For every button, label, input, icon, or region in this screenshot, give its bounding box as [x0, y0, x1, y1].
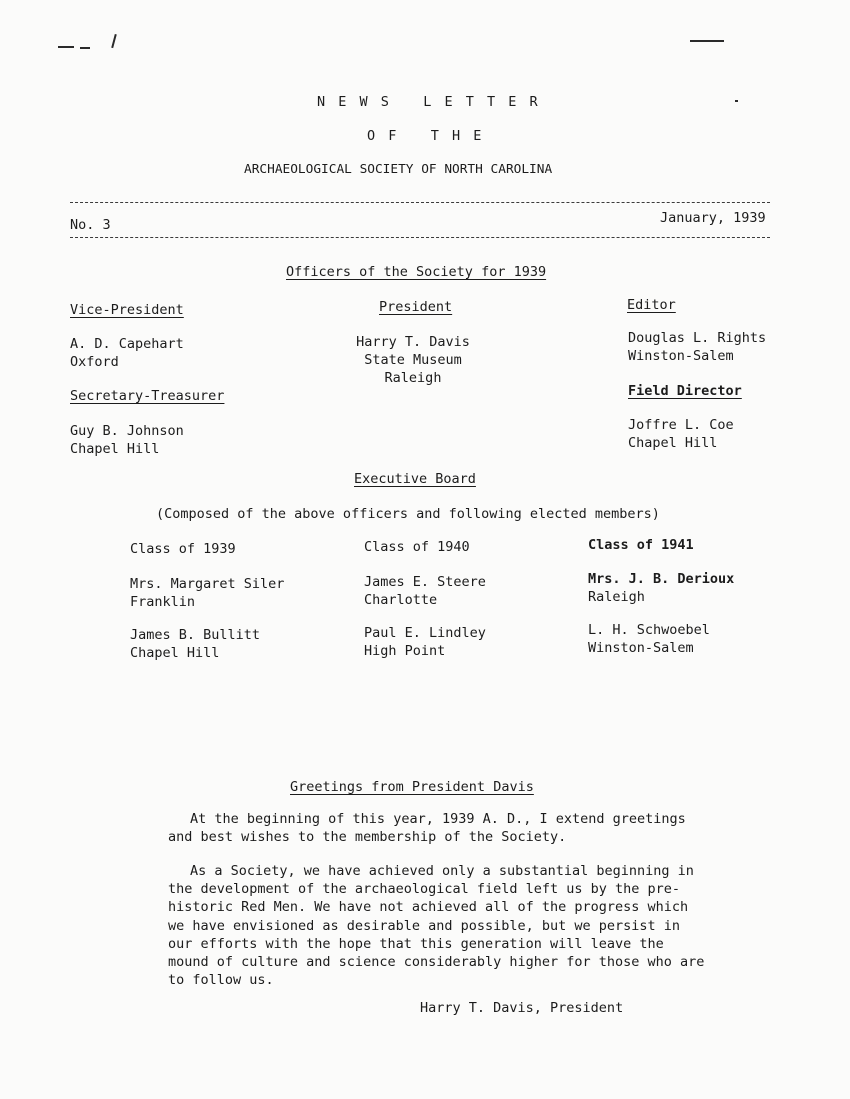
class-1940-member-2	[364, 624, 486, 660]
greetings-paragraph-1: At the beginning of this year, 1939 A. D., I extend greetings and best wishes to the membership of the Society.	[168, 811, 686, 846]
member-name: Paul E. Lindley	[364, 625, 486, 641]
member-place: Charlotte	[364, 592, 438, 608]
editor-title: Editor	[627, 297, 676, 313]
president-place: Raleigh	[384, 370, 442, 386]
vice-president-name: A. D. Capehart	[70, 336, 184, 352]
member-name: James B. Bullitt	[130, 627, 261, 643]
secretary-treasurer-title: Secretary-Treasurer	[70, 388, 225, 404]
member-place: Franklin	[130, 594, 196, 610]
class-1941-member-1	[588, 570, 734, 606]
class-1939-member-2	[130, 626, 260, 662]
signature: Harry T. Davis, President	[420, 1000, 624, 1016]
scan-mark	[735, 100, 738, 102]
class-1939-member-1	[130, 575, 284, 611]
member-place: Winston-Salem	[588, 640, 694, 656]
vice-president-title: Vice-President	[70, 302, 184, 318]
executive-board-heading: Executive Board	[354, 471, 476, 487]
divider-top	[70, 202, 770, 203]
secretary-treasurer-place: Chapel Hill	[70, 441, 160, 457]
secretary-treasurer-block	[70, 422, 184, 458]
scan-mark	[111, 34, 116, 48]
class-1939-label: Class of 1939	[130, 541, 236, 557]
president-title: President	[379, 299, 453, 315]
divider-bottom	[70, 237, 770, 238]
issue-date: January, 1939	[660, 210, 766, 226]
masthead-line-1: N E W S L E T T E R	[317, 94, 541, 110]
secretary-treasurer-name: Guy B. Johnson	[70, 423, 184, 439]
editor-place: Winston-Salem	[628, 348, 734, 364]
editor-block	[628, 329, 766, 365]
member-name: L. H. Schwoebel	[588, 622, 710, 638]
vice-president-place: Oxford	[70, 354, 119, 370]
masthead-title: ARCHAEOLOGICAL SOCIETY OF NORTH CAROLINA	[244, 162, 553, 177]
member-name: James E. Steere	[364, 574, 486, 590]
editor-name: Douglas L. Rights	[628, 330, 767, 346]
field-director-name: Joffre L. Coe	[628, 417, 734, 433]
member-place: Raleigh	[588, 589, 645, 605]
executive-board-note: (Composed of the above officers and following elected members)	[156, 506, 660, 522]
class-1941-member-2	[588, 621, 710, 657]
field-director-title: Field Director	[628, 383, 742, 399]
greetings-heading: Greetings from President Davis	[290, 779, 534, 795]
field-director-block	[628, 416, 734, 452]
president-org: State Museum	[364, 352, 462, 368]
member-name: Mrs. Margaret Siler	[130, 576, 285, 592]
masthead-line-2: O F T H E	[367, 128, 484, 144]
scan-mark	[690, 40, 724, 42]
greetings-paragraph-2: As a Society, we have achieved only a substantial beginning in the development of the archaeological field left us by the pre- historic Red Men. We have not achieved all of the progress which we have envisioned as desirable and possible, but we persist in our efforts with the hope that this generation will leave the mound of culture and science considerably higher for those who are to follow us.	[168, 863, 705, 989]
scan-mark	[58, 46, 74, 48]
member-place: High Point	[364, 643, 446, 659]
member-place: Chapel Hill	[130, 645, 220, 661]
president-block	[352, 333, 474, 387]
issue-number: No. 3	[70, 217, 111, 233]
member-name: Mrs. J. B. Derioux	[588, 571, 735, 587]
scan-mark	[80, 47, 90, 49]
class-1940-label: Class of 1940	[364, 539, 470, 555]
vice-president-block	[70, 335, 184, 371]
president-name: Harry T. Davis	[356, 334, 470, 350]
officers-heading: Officers of the Society for 1939	[286, 264, 547, 280]
class-1941-label: Class of 1941	[588, 537, 694, 553]
class-1940-member-1	[364, 573, 486, 609]
field-director-place: Chapel Hill	[628, 435, 718, 451]
